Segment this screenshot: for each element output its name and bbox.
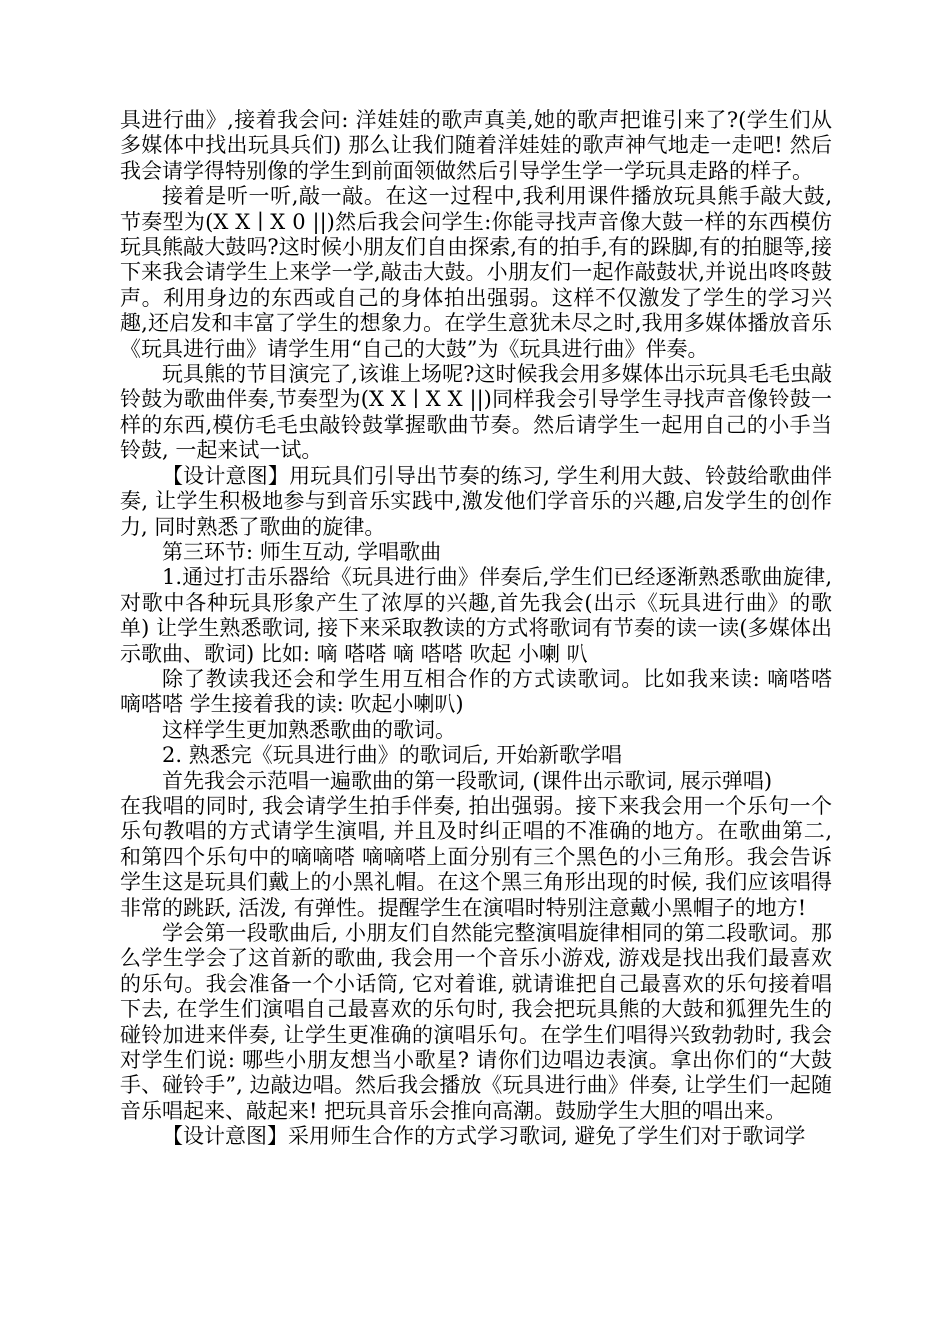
paragraph-demonstration: 首先我会示范唱一遍歌曲的第一段歌词, (课件出示歌词, 展示弹唱) — [162, 768, 773, 793]
paragraph-step-2: 2. 熟悉完《玩具进行曲》的歌词后, 开始新歌学唱 — [162, 743, 623, 768]
paragraph-intro-continued: 具进行曲》,接着我会问: 洋娃娃的歌声真美,她的歌声把谁引来了?(学生们从多媒体中找出玩具兵们) 那么让我们随着洋娃娃的歌声神气地走一走吧! 然后我会请学得特别像的学生到前面领做然后引导学生学一学玩具走路的样子。 — [120, 108, 832, 183]
paragraph-design-intent-2: 【设计意图】采用师生合作的方式学习歌词, 避免了学生们对于歌词学 — [162, 1124, 806, 1149]
paragraph-tambourine-rhythm: 玩具熊的节目演完了,该谁上场呢?这时候我会用多媒体出示玩具毛毛虫敲铃鼓为歌曲伴奏,节奏型为(X X ∣ X X ||)同样我会引导学生寻找声音像铃鼓一样的东西,模仿毛毛虫敲铃鼓掌握歌曲节奏。然后请学生一起用自己的小手当铃鼓, 一起来试一试。 — [120, 362, 832, 463]
paragraph-cooperative-reading: 除了教读我还会和学生用互相合作的方式读歌词。比如我来读: 嘀嗒嗒 嘀嗒嗒 学生接着我的读: 吹起小喇叭) — [120, 666, 832, 717]
section-heading-third-stage: 第三环节: 师生互动, 学唱歌曲 — [162, 539, 442, 564]
paragraph-step-1: 1.通过打击乐器给《玩具进行曲》伴奏后,学生们已经逐渐熟悉歌曲旋律,对歌中各种玩具形象产生了浓厚的兴趣,首先我会(出示《玩具进行曲》的歌单) 让学生熟悉歌词, 接下来采取教读的方式将歌词有节奏的读一读(多媒体出示歌曲、歌词) 比如: 嘀 嗒嗒 嘀 嗒嗒 吹起 小喇 叭 — [120, 565, 832, 666]
paragraph-familiar-lyrics: 这样学生更加熟悉歌曲的歌词。 — [162, 717, 456, 742]
paragraph-music-game: 学会第一段歌曲后, 小朋友们自然能完整演唱旋律相同的第二段歌词。那么学生学会了这首新的歌曲, 我会用一个音乐小游戏, 游戏是找出我们最喜欢的乐句。我会准备一个小话筒, 它对着谁, 就请谁把自己最喜欢的乐句接着唱下去, 在学生们演唱自己最喜欢的乐句时, 我会把玩具熊的大鼓和狐狸先生的碰铃加进来伴奏, 让学生更准确的演唱乐句。在学生们唱得兴致勃勃时, 我会对学生们说: 哪些小朋友想当小歌星? 请你们边唱边表演。拿出你们的“大鼓手、碰铃手”, 边敲边唱。然后我会播放《玩具进行曲》伴奏, 让学生们一起随音乐唱起来、敲起来! 把玩具音乐会推向高潮。鼓励学生大胆的唱出来。 — [120, 921, 832, 1123]
document-page — [120, 108, 832, 1150]
paragraph-drum-rhythm: 接着是听一听,敲一敲。在这一过程中,我利用课件播放玩具熊手敲大鼓,节奏型为(X X ∣ X 0 ||)然后我会问学生:你能寻找声音像大鼓一样的东西模仿玩具熊敲大鼓吗?这时候小朋友们自由探索,有的拍手,有的跺脚,有的拍腿等,接下来我会请学生上来学一学,敲击大鼓。小朋友们一起作敲鼓状,并说出咚咚鼓声。利用身边的东西或自己的身体拍出强弱。这样不仅激发了学生的学习兴趣,还启发和丰富了学生的想象力。在学生意犹未尽之时,我用多媒体播放音乐《玩具进行曲》请学生用“自己的大鼓”为《玩具进行曲》伴奏。 — [120, 184, 832, 361]
paragraph-design-intent-1: 【设计意图】用玩具们引导出节奏的练习, 学生利用大鼓、铃鼓给歌曲伴奏, 让学生积极地参与到音乐实践中,激发他们学音乐的兴趣,启发学生的创作力, 同时熟悉了歌曲的旋律。 — [120, 463, 832, 539]
paragraph-singing-practice: 在我唱的同时, 我会请学生拍手伴奏, 拍出强弱。接下来我会用一个乐句一个乐句教唱的方式请学生演唱, 并且及时纠正唱的不准确的地方。在歌曲第二, 和第四个乐句中的嘀嘀嗒 嘀嘀嗒上面分别有三个黑色的小三角形。我会告诉学生这是玩具们戴上的小黑礼帽。在这个黑三角形出现的时候, 我们应该唱得非常的跳跃, 活泼, 有弹性。提醒学生在演唱时特别注意戴小黑帽子的地方! — [120, 793, 832, 920]
